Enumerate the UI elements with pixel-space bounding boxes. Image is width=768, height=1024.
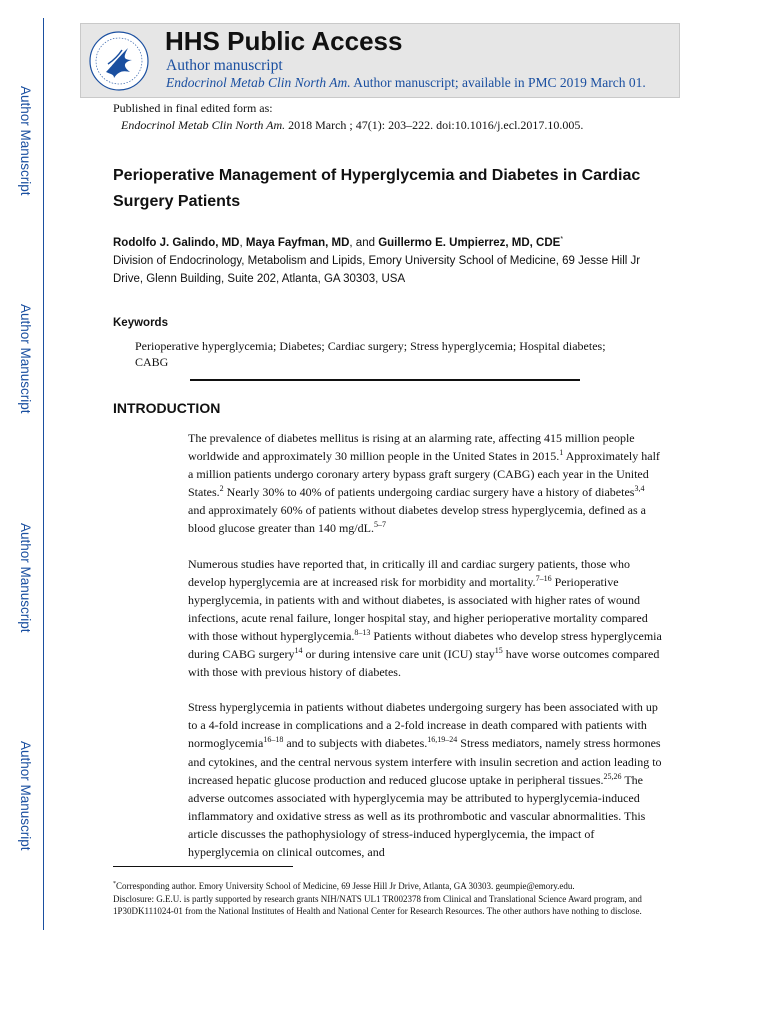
keywords-heading: Keywords <box>113 317 168 329</box>
margin-label: Author Manuscript <box>18 86 33 196</box>
publication-journal: Endocrinol Metab Clin North Am. <box>121 118 286 132</box>
author-name: Rodolfo J. Galindo, MD <box>113 236 240 249</box>
hhs-title: HHS Public Access <box>165 26 403 56</box>
margin-label: Author Manuscript <box>18 523 33 633</box>
article-title: Perioperative Management of Hyperglycemia and Diabetes in Cardiac Surgery Patients <box>113 167 641 210</box>
body-paragraph <box>188 555 664 682</box>
paragraph-text: and to subjects with diabetes. <box>283 736 428 751</box>
footnotes <box>113 878 658 918</box>
paragraph-text: or during intensive care unit (ICU) stay <box>302 647 495 662</box>
citation-ref: 14 <box>294 646 303 656</box>
citation-ref: 16–18 <box>263 735 284 745</box>
paragraph-text: The prevalence of diabetes mellitus is rising at an alarming rate, affecting 415 million people worldwide and approximately 30 million people in the United States in 2015. <box>188 431 635 464</box>
affiliation: Division of Endocrinology, Metabolism and Lipids, Emory University School of Medicine, 69 Jesse Hill Jr Drive, Glenn Building, Suite 202, Atlanta, GA 30303, USA <box>113 254 641 285</box>
author-list <box>113 231 673 252</box>
article-body <box>188 429 664 878</box>
paragraph-text: Approximately half a million patients undergo coronary artery bypass graft surgery (CABG) each year in the United States. <box>188 449 660 500</box>
abstract-divider <box>190 379 580 381</box>
citation-ref: 3,4 <box>634 484 645 494</box>
publication-citation <box>113 117 583 134</box>
body-paragraph <box>188 698 664 861</box>
author-manuscript-label: Author manuscript <box>166 57 283 74</box>
author-name: Guillermo E. Umpierrez, MD, CDE <box>378 236 561 249</box>
hhs-eagle-seal-icon <box>88 30 150 92</box>
citation-ref: 16,19–24 <box>427 735 458 745</box>
availability-text: Author manuscript; available in PMC 2019 March 01. <box>350 75 646 90</box>
published-label: Published in final edited form as: <box>113 101 273 115</box>
body-paragraph <box>188 429 664 538</box>
author-separator: , and <box>349 236 379 249</box>
citation-ref: 2 <box>219 484 224 494</box>
paragraph-text: have worse outcomes compared with those with previous history of diabetes. <box>188 647 660 680</box>
publication-info <box>113 100 583 134</box>
paragraph-text: Stress mediators, namely stress hormones and cytokines, and the central nervous system interfere with insulin secretion and action leading to increased hepatic glucose production and reduced glucose uptake in peripheral tissues. <box>188 736 662 787</box>
margin-label: Author Manuscript <box>18 304 33 414</box>
paragraph-text: Nearly 30% to 40% of patients undergoing cardiac surgery have a history of diabetes <box>223 485 635 500</box>
paragraph-text: and approximately 60% of patients without diabetes develop stress hyperglycemia, defined as a blood glucose greater than 140 mg/dL. <box>188 503 646 536</box>
citation-ref: 8–13 <box>354 627 371 637</box>
paragraph-text: Patients without diabetes who develop stress hyperglycemia during CABG surgery <box>188 628 662 662</box>
author-separator: , <box>239 236 246 249</box>
corresponding-footnote <box>113 878 658 893</box>
citation-ref: 7–16 <box>535 573 552 583</box>
disclosure-footnote: Disclosure: G.E.U. is partly supported by research grants NIH/NATS UL1 TR002378 from Clinical and Translational Science Award program, and 1P30DK111024-01 from the National Institutes of Health and National Center for Research Resources. The other authors have nothing to disclose. <box>113 893 642 916</box>
keywords-list: Perioperative hyperglycemia; Diabetes; Cardiac surgery; Stress hyperglycemia; Hospital diabetes; CABG <box>135 339 606 369</box>
footnote-mark: * <box>113 881 116 887</box>
margin-label: Author Manuscript <box>18 741 33 851</box>
section-heading: INTRODUCTION <box>113 400 221 416</box>
citation-ref: 15 <box>494 646 503 656</box>
author-manuscript-margin <box>0 0 46 940</box>
footnote-divider <box>113 866 293 867</box>
journal-name: Endocrinol Metab Clin North Am. <box>166 75 351 90</box>
hhs-header <box>80 23 680 98</box>
paragraph-text: Perioperative hyperglycemia, in patients with and without diabetes, is associated with higher rates of wound infections, acute renal failure, longer hospital stay, and higher perioperative mortality compared with those without hyperglycemia. <box>188 574 648 643</box>
author-block <box>113 231 673 288</box>
corresponding-author-text: Corresponding author. Emory University School of Medicine, 69 Jesse Hill Jr Drive, Atlanta, GA 30303. geumpie@emory.edu. <box>116 881 575 891</box>
citation-ref: 5–7 <box>373 520 386 530</box>
citation-ref: 1 <box>559 448 564 458</box>
availability-line <box>166 75 646 91</box>
publication-details: 2018 March ; 47(1): 203–222. doi:10.1016/j.ecl.2017.10.005. <box>285 118 584 132</box>
author-name: Maya Fayfman, MD <box>245 236 350 249</box>
paragraph-text: Numerous studies have reported that, in critically ill and cardiac surgery patients, those who develop hyperglycemia are at increased risk for morbidity and mortality. <box>188 556 630 589</box>
paragraph-text: The adverse outcomes associated with hyperglycemia may be attributed to hyperglycemia-induced inflammatory and oxidative stress as well as its prothrombotic and vascular abnormalities. This article discusses the pathophysiology of stress-induced hyperglycemia, the impact of hyperglycemia on clinical outcomes, and <box>188 772 646 859</box>
citation-ref: 25,26 <box>603 771 622 781</box>
margin-rule <box>43 18 44 930</box>
corresponding-mark: * <box>560 236 564 243</box>
paragraph-text: Stress hyperglycemia in patients without diabetes undergoing surgery has been associated with up to a 4-fold increase in complications and a 2-fold increase in death compared with patients with normoglycemia <box>188 700 658 751</box>
